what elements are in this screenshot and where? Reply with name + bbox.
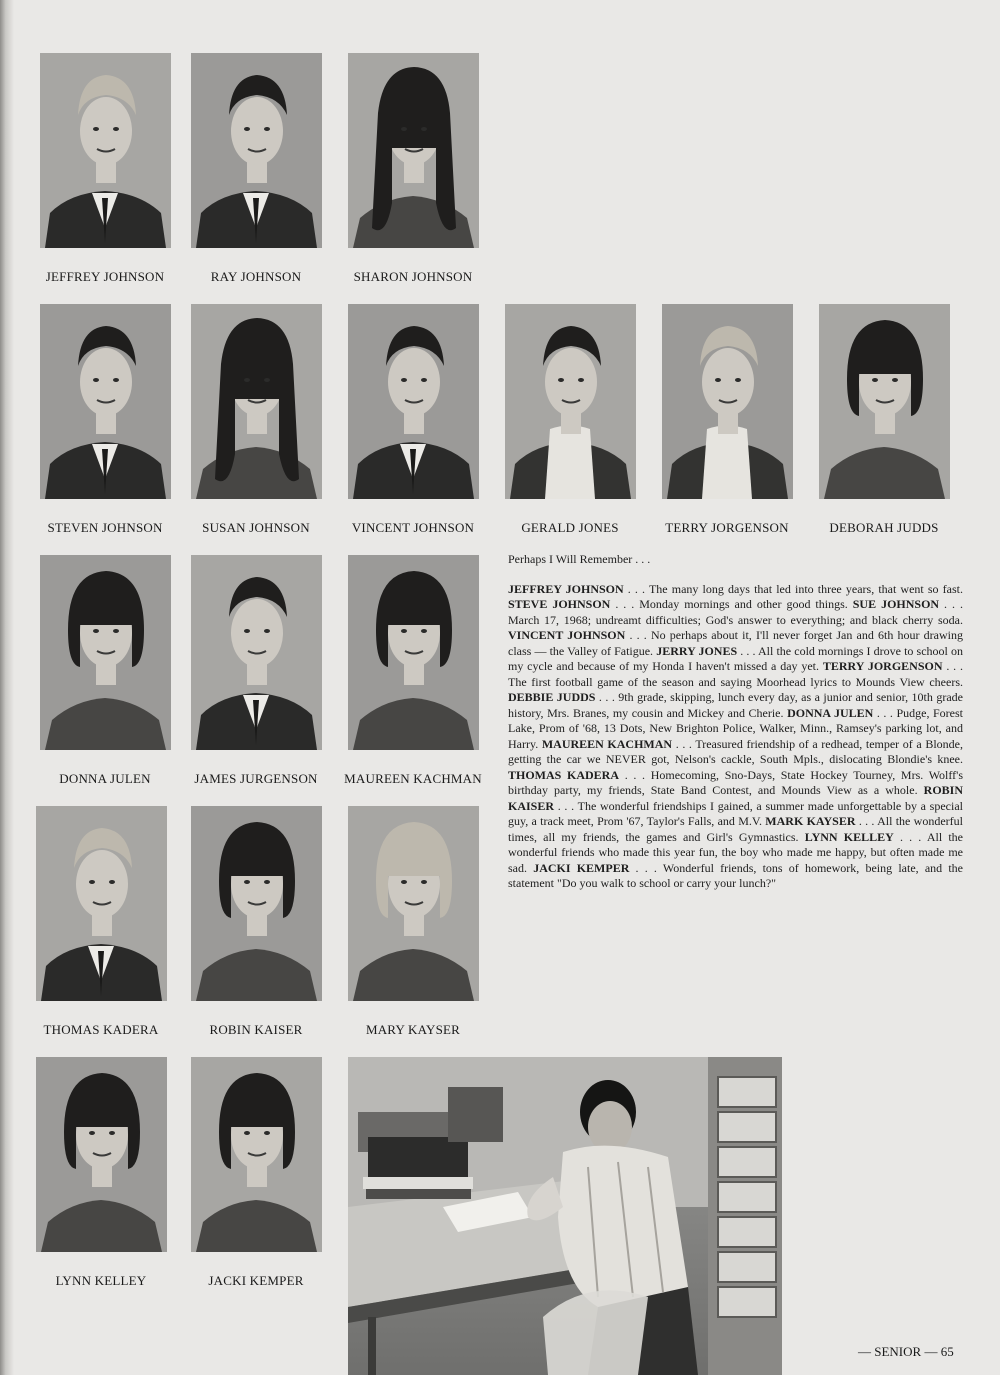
memories-body [508, 582, 963, 892]
memory-text: . . . All the wonderful times, all my friends, the games and Girl's Gymnastics. [508, 814, 964, 844]
memory-name: DONNA JULEN [787, 705, 874, 720]
portrait-name: ROBIN KAISER [209, 1022, 303, 1037]
portrait-photo-icon [505, 304, 636, 499]
memories-section [508, 552, 963, 892]
memory-text: . . . The many long days that led into three years, that went so fast. [623, 581, 963, 596]
portrait-photo-icon [191, 1057, 322, 1252]
candid-photo [348, 1057, 782, 1375]
memory-name: THOMAS KADERA [508, 767, 620, 782]
portrait-name: JACKI KEMPER [208, 1273, 304, 1288]
memory-text: . . . Homecoming, Sno-Days, State Hockey Tourney, Mrs. Wolff's birthday party, my friends, State Band Contest, and Mounds View as a whole. [508, 767, 964, 797]
memories-heading: Perhaps I Will Remember . . . [508, 552, 651, 566]
portrait-photo-icon [191, 304, 322, 499]
portrait-photo-icon [662, 304, 793, 499]
memory-name: JEFFREY JOHNSON [508, 581, 624, 596]
portrait-photo [191, 555, 322, 750]
portrait-photo [662, 304, 793, 499]
portrait-photo-icon [40, 555, 171, 750]
portrait-photo-icon [36, 1057, 167, 1252]
memory-name: SUE JOHNSON [852, 597, 940, 611]
memory-text: . . . Wonderful friends, tons of homework, being late, and the statement "Do you walk to school or carry your lunch?" [508, 860, 963, 890]
portrait-photo-icon [348, 304, 479, 499]
memory-text: . . . Treasured friendship of a redhead, temper of a Blonde, getting the car we NEVER got, Nelson's cackle, South Mpls., dislocating Blondie's knee. [508, 736, 963, 766]
portrait-photo-icon [191, 53, 322, 248]
memory-text: . . . All the wonderful friends who made this year fun, the boy who made me happy, but often made me sad. [508, 829, 963, 875]
memory-name: ROBIN KAISER [508, 783, 963, 813]
portrait-photo-icon [348, 555, 479, 750]
portrait-photo [348, 304, 479, 499]
portrait-name: LYNN KELLEY [55, 1273, 147, 1288]
portrait-name: SUSAN JOHNSON [202, 520, 310, 535]
portrait-name: THOMAS KADERA [43, 1022, 159, 1037]
portrait-photo [348, 555, 479, 750]
portrait-photo [191, 304, 322, 499]
page-folio: — SENIOR — 65 [858, 1344, 954, 1359]
portrait-photo-icon [348, 53, 479, 248]
memory-text: . . . The first football game of the season and saying Moorhead lyrics to Mounds View cheers. [508, 659, 964, 689]
portrait-photo [40, 304, 171, 499]
portrait-photo [36, 1057, 167, 1252]
memory-text: . . . Pudge, Forest Lake, Prom of '68, 13 Dots, New Brighton Police, Walker, Minn., Ramsey's parking lot, and Harry. [508, 705, 963, 751]
portrait-photo [191, 1057, 322, 1252]
portrait-photo [36, 806, 167, 1001]
portrait-name: DONNA JULEN [59, 771, 151, 786]
portrait-photo [191, 53, 322, 248]
portrait-name: DEBORAH JUDDS [829, 520, 939, 535]
portrait-photo [40, 53, 171, 248]
portrait-photo-icon [348, 806, 479, 1001]
portrait-name: MARY KAYSER [365, 1022, 461, 1037]
memory-name: JACKI KEMPER [533, 860, 630, 875]
page-gutter-shadow [0, 0, 14, 1375]
memory-name: LYNN KELLEY [804, 829, 894, 844]
memory-name: TERRY JORGENSON [822, 659, 943, 673]
portrait-photo [40, 555, 171, 750]
portrait-name: STEVEN JOHNSON [47, 520, 163, 535]
portrait-name: GERALD JONES [521, 520, 619, 535]
memory-name: DEBBIE JUDDS [508, 690, 596, 704]
memory-name: VINCENT JOHNSON [508, 628, 626, 642]
portrait-photo [819, 304, 950, 499]
portrait-photo-icon [819, 304, 950, 499]
portrait-name: MAUREEN KACHMAN [344, 771, 482, 786]
portrait-name: VINCENT JOHNSON [351, 520, 475, 535]
portrait-name: TERRY JORGENSON [665, 520, 789, 535]
memory-text: . . . The wonderful friendships I gained, a summer made unforgettable by a special guy, a track meet, Prom '67, Taylor's Falls, and M.V. [508, 798, 963, 828]
memory-text: . . . March 17, 1968; undreamt difficulties; God's answer to everything; and black cherry soda. [508, 597, 964, 627]
portrait-photo-icon [40, 304, 171, 499]
portrait-name: SHARON JOHNSON [353, 269, 473, 284]
portrait-photo [348, 53, 479, 248]
portrait-name: RAY JOHNSON [210, 269, 302, 284]
memory-text: . . . No perhaps about it, I'll never forget Jan and 6th hour drawing class — the Valley of Fatigue. [508, 628, 963, 658]
memory-name: MARK KAYSER [765, 814, 856, 828]
memory-text: . . . 9th grade, skipping, lunch every day, as a junior and senior, 10th grade history, Mrs. Branes, my cousin and Mickey and Cherie. [508, 690, 963, 720]
portrait-name: JAMES JURGENSON [194, 771, 318, 786]
portrait-photo-icon [40, 53, 171, 248]
portrait-photo-icon [191, 806, 322, 1001]
candid-photo-icon [348, 1057, 782, 1375]
portrait-name: JEFFREY JOHNSON [45, 269, 165, 284]
memory-name: JERRY JONES [656, 643, 738, 658]
portrait-photo-icon [36, 806, 167, 1001]
memory-text: . . . Monday mornings and other good things. [610, 597, 853, 611]
portrait-photo [191, 806, 322, 1001]
portrait-photo [505, 304, 636, 499]
portrait-photo-icon [191, 555, 322, 750]
portrait-photo [348, 806, 479, 1001]
memory-name: MAUREEN KACHMAN [541, 736, 673, 751]
memory-text: . . . All the cold mornings I drove to school on my cycle and because of my Honda I haven't missed a day yet. [508, 643, 964, 673]
memory-name: STEVE JOHNSON [508, 597, 611, 611]
